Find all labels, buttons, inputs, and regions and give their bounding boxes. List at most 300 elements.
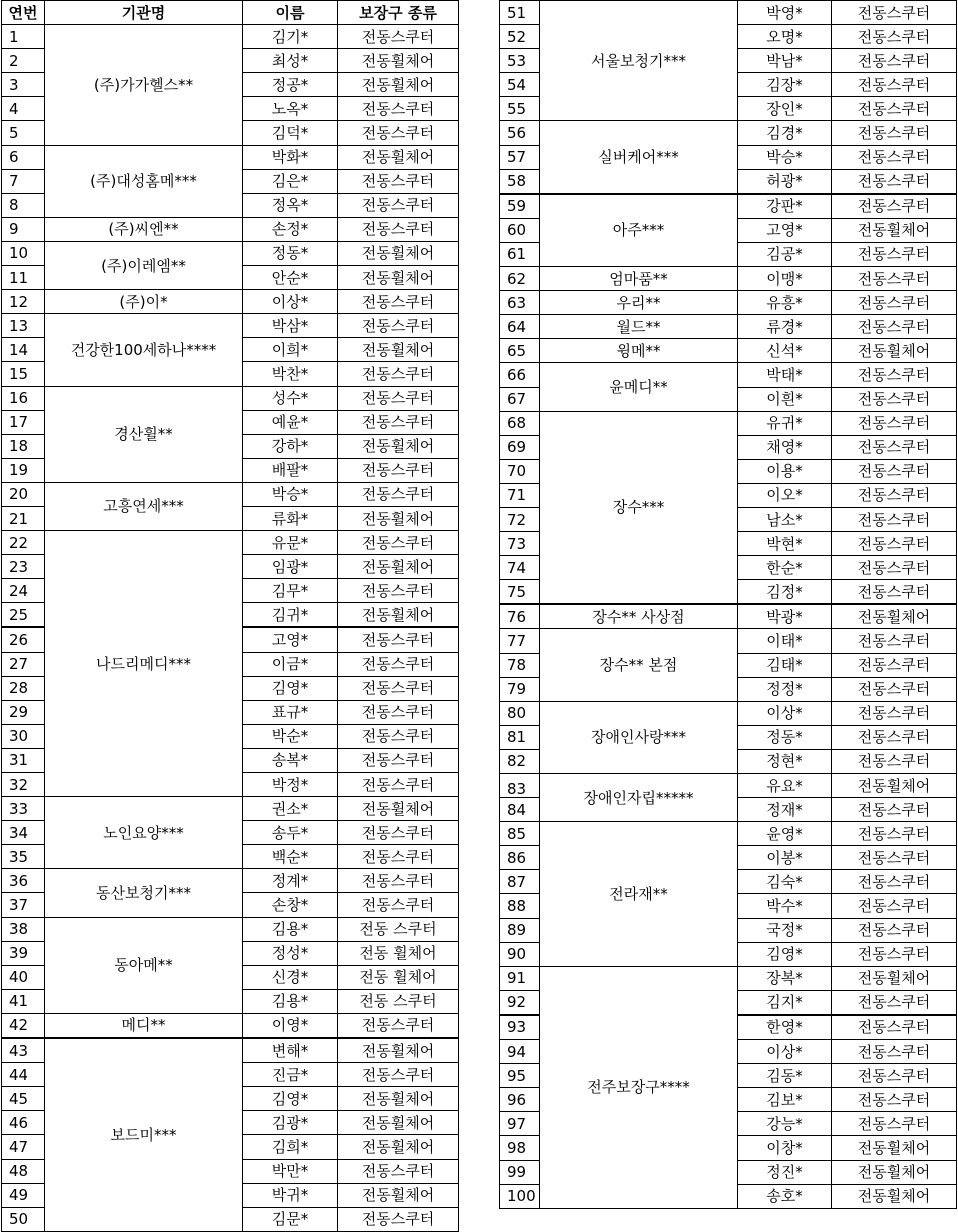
device-type: 전동스쿠터 bbox=[832, 507, 957, 531]
table-row bbox=[2, 25, 459, 49]
table-row bbox=[500, 1, 957, 25]
person-name: 박승* bbox=[738, 145, 832, 169]
device-type: 전동휠체어 bbox=[832, 966, 957, 990]
person-name: 표규* bbox=[243, 700, 338, 724]
device-type: 전동스쿠터 bbox=[338, 386, 459, 410]
row-number: 62 bbox=[500, 267, 540, 291]
agency-name: (주)씨엔** bbox=[45, 217, 243, 241]
device-type: 전동스쿠터 bbox=[338, 290, 459, 314]
agency-name: 고흥연세*** bbox=[45, 482, 243, 530]
row-number: 37 bbox=[2, 893, 45, 917]
device-type: 전동휠체어 bbox=[832, 604, 957, 629]
table-row bbox=[2, 531, 459, 555]
device-type: 전동휠체어 bbox=[338, 797, 459, 821]
person-name: 오명* bbox=[738, 25, 832, 49]
device-type: 전동스쿠터 bbox=[338, 1207, 459, 1231]
row-number: 63 bbox=[500, 291, 540, 315]
person-name: 손창* bbox=[243, 893, 338, 917]
device-type: 전동스쿠터 bbox=[832, 749, 957, 773]
row-number: 28 bbox=[2, 676, 45, 700]
person-name: 김영* bbox=[243, 1087, 338, 1111]
row-number: 39 bbox=[2, 941, 45, 965]
table-row bbox=[500, 267, 957, 291]
row-number: 36 bbox=[2, 869, 45, 893]
row-number: 19 bbox=[2, 458, 45, 482]
person-name: 이용* bbox=[738, 459, 832, 483]
person-name: 이오* bbox=[738, 483, 832, 507]
person-name: 박만* bbox=[243, 1159, 338, 1183]
person-name: 국정* bbox=[738, 918, 832, 942]
person-name: 김영* bbox=[738, 942, 832, 966]
row-number: 21 bbox=[2, 506, 45, 530]
device-type: 전동 휠체어 bbox=[338, 941, 459, 965]
device-type: 전동스쿠터 bbox=[832, 267, 957, 291]
table-row bbox=[2, 290, 459, 314]
table-row bbox=[500, 194, 957, 219]
device-type: 전동스쿠터 bbox=[338, 579, 459, 603]
device-type: 전동스쿠터 bbox=[832, 870, 957, 894]
device-type: 전동스쿠터 bbox=[832, 483, 957, 507]
device-type: 전동휠체어 bbox=[338, 1111, 459, 1135]
device-type: 전동스쿠터 bbox=[832, 725, 957, 749]
agency-name: (주)대성홈메*** bbox=[45, 145, 243, 217]
person-name: 성수* bbox=[243, 386, 338, 410]
person-name: 송호* bbox=[738, 1184, 832, 1208]
row-number: 57 bbox=[500, 145, 540, 169]
row-number: 67 bbox=[500, 387, 540, 411]
person-name: 송복* bbox=[243, 748, 338, 772]
row-number: 18 bbox=[2, 434, 45, 458]
table-row bbox=[500, 339, 957, 363]
device-type: 전동스쿠터 bbox=[338, 773, 459, 797]
row-number: 60 bbox=[500, 218, 540, 242]
person-name: 김태* bbox=[738, 653, 832, 677]
row-number: 13 bbox=[2, 314, 45, 338]
device-type: 전동스쿠터 bbox=[338, 724, 459, 748]
device-type: 전동휠체어 bbox=[832, 774, 957, 798]
agency-name: 엄마품** bbox=[540, 267, 738, 291]
device-type: 전동스쿠터 bbox=[338, 1159, 459, 1183]
person-name: 이봉* bbox=[738, 846, 832, 870]
header-name: 이름 bbox=[243, 1, 338, 25]
row-number: 32 bbox=[2, 773, 45, 797]
agency-name: 월드** bbox=[540, 315, 738, 339]
row-number: 94 bbox=[500, 1040, 540, 1064]
device-type: 전동휠체어 bbox=[338, 1135, 459, 1159]
device-type: 전동휠체어 bbox=[338, 1038, 459, 1063]
device-type: 전동 휠체어 bbox=[338, 965, 459, 989]
person-name: 정계* bbox=[243, 869, 338, 893]
person-name: 고영* bbox=[243, 627, 338, 652]
row-number: 33 bbox=[2, 797, 45, 821]
person-name: 예윤* bbox=[243, 410, 338, 434]
device-type: 전동스쿠터 bbox=[832, 629, 957, 653]
device-type: 전동스쿠터 bbox=[832, 580, 957, 605]
row-number: 27 bbox=[2, 652, 45, 676]
person-name: 이금* bbox=[243, 652, 338, 676]
row-number: 83 bbox=[500, 774, 540, 798]
row-number: 54 bbox=[500, 73, 540, 97]
table-row bbox=[500, 774, 957, 798]
device-type: 전동스쿠터 bbox=[832, 798, 957, 822]
person-name: 김문* bbox=[243, 1207, 338, 1231]
agency-name: 노인요양*** bbox=[45, 797, 243, 869]
person-name: 박찬* bbox=[243, 362, 338, 386]
device-type: 전동휠체어 bbox=[338, 266, 459, 290]
row-number: 56 bbox=[500, 121, 540, 145]
row-number: 46 bbox=[2, 1111, 45, 1135]
person-name: 이영* bbox=[243, 1013, 338, 1038]
person-name: 김경* bbox=[738, 121, 832, 145]
person-name: 박영* bbox=[738, 1, 832, 25]
device-type: 전동스쿠터 bbox=[832, 677, 957, 701]
row-number: 10 bbox=[2, 241, 45, 265]
row-number: 65 bbox=[500, 339, 540, 363]
row-number: 92 bbox=[500, 990, 540, 1015]
row-number: 70 bbox=[500, 459, 540, 483]
row-number: 30 bbox=[2, 724, 45, 748]
device-type: 전동스쿠터 bbox=[338, 748, 459, 772]
device-type: 전동스쿠터 bbox=[338, 676, 459, 700]
device-type: 전동스쿠터 bbox=[832, 1015, 957, 1040]
row-number: 97 bbox=[500, 1112, 540, 1136]
person-name: 김영* bbox=[243, 676, 338, 700]
row-number: 6 bbox=[2, 145, 45, 169]
device-type: 전동스쿠터 bbox=[832, 846, 957, 870]
header-row bbox=[2, 1, 459, 25]
row-number: 8 bbox=[2, 193, 45, 217]
device-type: 전동스쿠터 bbox=[338, 652, 459, 676]
person-name: 이상* bbox=[243, 290, 338, 314]
table-row bbox=[500, 966, 957, 990]
person-name: 유문* bbox=[243, 531, 338, 555]
person-name: 박귀* bbox=[243, 1183, 338, 1207]
person-name: 김광* bbox=[243, 1111, 338, 1135]
row-number: 25 bbox=[2, 603, 45, 628]
device-type: 전동스쿠터 bbox=[832, 459, 957, 483]
person-name: 김기* bbox=[243, 25, 338, 49]
person-name: 변해* bbox=[243, 1038, 338, 1063]
row-number: 47 bbox=[2, 1135, 45, 1159]
row-number: 45 bbox=[2, 1087, 45, 1111]
device-type: 전동스쿠터 bbox=[832, 49, 957, 73]
row-number: 84 bbox=[500, 798, 540, 822]
row-number: 55 bbox=[500, 97, 540, 121]
row-number: 88 bbox=[500, 894, 540, 918]
table-row bbox=[500, 121, 957, 145]
row-number: 95 bbox=[500, 1064, 540, 1088]
device-type: 전동스쿠터 bbox=[832, 653, 957, 677]
table-row bbox=[2, 386, 459, 410]
header-device: 보장구 종류 bbox=[338, 1, 459, 25]
device-type: 전동휠체어 bbox=[338, 49, 459, 73]
person-name: 김동* bbox=[738, 1064, 832, 1088]
person-name: 박화* bbox=[243, 145, 338, 169]
device-type: 전동스쿠터 bbox=[832, 894, 957, 918]
person-name: 정옥* bbox=[243, 193, 338, 217]
row-number: 49 bbox=[2, 1183, 45, 1207]
row-number: 44 bbox=[2, 1063, 45, 1087]
table-row bbox=[2, 241, 459, 265]
table-row bbox=[2, 217, 459, 241]
row-number: 48 bbox=[2, 1159, 45, 1183]
person-name: 정동* bbox=[738, 725, 832, 749]
device-type: 전동스쿠터 bbox=[832, 822, 957, 846]
device-type: 전동휠체어 bbox=[338, 434, 459, 458]
row-number: 9 bbox=[2, 217, 45, 241]
device-type: 전동스쿠터 bbox=[338, 1063, 459, 1087]
row-number: 3 bbox=[2, 73, 45, 97]
person-name: 정정* bbox=[738, 677, 832, 701]
table-row bbox=[500, 411, 957, 435]
person-name: 노옥* bbox=[243, 97, 338, 121]
person-name: 백순* bbox=[243, 845, 338, 869]
agency-name: (주)이레엠** bbox=[45, 241, 243, 289]
person-name: 류경* bbox=[738, 315, 832, 339]
person-name: 이흰* bbox=[738, 387, 832, 411]
person-name: 김지* bbox=[738, 990, 832, 1015]
table-row bbox=[2, 145, 459, 169]
row-number: 87 bbox=[500, 870, 540, 894]
row-number: 77 bbox=[500, 629, 540, 653]
device-type: 전동스쿠터 bbox=[832, 121, 957, 145]
device-type: 전동휠체어 bbox=[832, 1136, 957, 1160]
agency-name: 경산휠** bbox=[45, 386, 243, 482]
row-number: 24 bbox=[2, 579, 45, 603]
row-number: 89 bbox=[500, 918, 540, 942]
row-number: 38 bbox=[2, 917, 45, 941]
person-name: 정성* bbox=[243, 941, 338, 965]
table-row bbox=[500, 291, 957, 315]
device-type: 전동스쿠터 bbox=[338, 458, 459, 482]
person-name: 김보* bbox=[738, 1088, 832, 1112]
person-name: 김귀* bbox=[243, 603, 338, 628]
agency-name: 보드미*** bbox=[45, 1038, 243, 1231]
row-number: 78 bbox=[500, 653, 540, 677]
device-type: 전동스쿠터 bbox=[338, 362, 459, 386]
row-number: 73 bbox=[500, 532, 540, 556]
person-name: 신석* bbox=[738, 339, 832, 363]
row-number: 42 bbox=[2, 1013, 45, 1038]
person-name: 정현* bbox=[738, 749, 832, 773]
person-name: 한순* bbox=[738, 556, 832, 580]
device-type: 전동스쿠터 bbox=[832, 1, 957, 25]
table-row bbox=[2, 917, 459, 941]
row-number: 86 bbox=[500, 846, 540, 870]
person-name: 박승* bbox=[243, 482, 338, 506]
row-number: 79 bbox=[500, 677, 540, 701]
device-type: 전동스쿠터 bbox=[338, 482, 459, 506]
row-number: 64 bbox=[500, 315, 540, 339]
device-type: 전동스쿠터 bbox=[338, 700, 459, 724]
person-name: 강능* bbox=[738, 1112, 832, 1136]
agency-name: 윙메** bbox=[540, 339, 738, 363]
device-type: 전동스쿠터 bbox=[338, 869, 459, 893]
person-name: 이희* bbox=[243, 338, 338, 362]
person-name: 장인* bbox=[738, 97, 832, 121]
device-type: 전동스쿠터 bbox=[832, 25, 957, 49]
device-type: 전동스쿠터 bbox=[832, 1064, 957, 1088]
row-number: 98 bbox=[500, 1136, 540, 1160]
device-type: 전동스쿠터 bbox=[832, 532, 957, 556]
agency-name: 장애인사랑*** bbox=[540, 701, 738, 773]
agency-name: 나드리메디*** bbox=[45, 531, 243, 797]
device-type: 전동휠체어 bbox=[832, 339, 957, 363]
device-type: 전동휠체어 bbox=[338, 145, 459, 169]
header-agency: 기관명 bbox=[45, 1, 243, 25]
agency-name: 동산보청기*** bbox=[45, 869, 243, 917]
device-type: 전동스쿠터 bbox=[832, 435, 957, 459]
person-name: 진금* bbox=[243, 1063, 338, 1087]
row-number: 100 bbox=[500, 1184, 540, 1208]
agency-name: 장수*** bbox=[540, 411, 738, 604]
person-name: 이창* bbox=[738, 1136, 832, 1160]
table-row bbox=[500, 822, 957, 846]
device-type: 전동스쿠터 bbox=[832, 701, 957, 725]
row-number: 76 bbox=[500, 604, 540, 629]
agency-name: 전주보장구**** bbox=[540, 966, 738, 1208]
table-row bbox=[2, 797, 459, 821]
device-type: 전동스쿠터 bbox=[338, 821, 459, 845]
agency-name: 우리** bbox=[540, 291, 738, 315]
device-type: 전동스쿠터 bbox=[338, 627, 459, 652]
person-name: 임광* bbox=[243, 555, 338, 579]
row-number: 40 bbox=[2, 965, 45, 989]
device-type: 전동스쿠터 bbox=[832, 194, 957, 219]
person-name: 최성* bbox=[243, 49, 338, 73]
agency-name: 실버케어*** bbox=[540, 121, 738, 194]
person-name: 박현* bbox=[738, 532, 832, 556]
device-type: 전동스쿠터 bbox=[338, 531, 459, 555]
device-type: 전동휠체어 bbox=[338, 1183, 459, 1207]
row-number: 85 bbox=[500, 822, 540, 846]
person-name: 강하* bbox=[243, 434, 338, 458]
row-number: 15 bbox=[2, 362, 45, 386]
agency-name: (주)이* bbox=[45, 290, 243, 314]
person-name: 안순* bbox=[243, 266, 338, 290]
header-no: 연번 bbox=[2, 1, 45, 25]
row-number: 90 bbox=[500, 942, 540, 966]
device-type: 전동스쿠터 bbox=[832, 411, 957, 435]
person-name: 송두* bbox=[243, 821, 338, 845]
device-type: 전동스쿠터 bbox=[832, 242, 957, 266]
person-name: 정동* bbox=[243, 241, 338, 265]
device-type: 전동스쿠터 bbox=[338, 1013, 459, 1038]
row-number: 59 bbox=[500, 194, 540, 219]
row-number: 50 bbox=[2, 1207, 45, 1231]
person-name: 이상* bbox=[738, 1040, 832, 1064]
row-number: 4 bbox=[2, 97, 45, 121]
person-name: 김용* bbox=[243, 917, 338, 941]
person-name: 정진* bbox=[738, 1160, 832, 1184]
row-number: 96 bbox=[500, 1088, 540, 1112]
table-row bbox=[2, 314, 459, 338]
device-type: 전동 스쿠터 bbox=[338, 917, 459, 941]
row-number: 41 bbox=[2, 989, 45, 1013]
person-name: 박태* bbox=[738, 363, 832, 387]
row-number: 91 bbox=[500, 966, 540, 990]
row-number: 35 bbox=[2, 845, 45, 869]
row-number: 17 bbox=[2, 410, 45, 434]
device-type: 전동휠체어 bbox=[338, 506, 459, 530]
device-type: 전동휠체어 bbox=[832, 1184, 957, 1208]
device-type: 전동스쿠터 bbox=[338, 217, 459, 241]
agency-name: 장수** 사상점 bbox=[540, 604, 738, 629]
person-name: 채영* bbox=[738, 435, 832, 459]
device-type: 전동스쿠터 bbox=[832, 315, 957, 339]
table-row bbox=[2, 482, 459, 506]
person-name: 김숙* bbox=[738, 870, 832, 894]
agency-name: 서울보청기*** bbox=[540, 1, 738, 121]
agency-name: 전라재** bbox=[540, 822, 738, 967]
person-name: 박순* bbox=[243, 724, 338, 748]
device-type: 전동스쿠터 bbox=[338, 193, 459, 217]
person-name: 김덕* bbox=[243, 121, 338, 145]
person-name: 박수* bbox=[738, 894, 832, 918]
device-type: 전동휠체어 bbox=[338, 338, 459, 362]
person-name: 유흥* bbox=[738, 291, 832, 315]
row-number: 23 bbox=[2, 555, 45, 579]
row-number: 71 bbox=[500, 483, 540, 507]
agency-name: 메디** bbox=[45, 1013, 243, 1038]
row-number: 5 bbox=[2, 121, 45, 145]
row-number: 2 bbox=[2, 49, 45, 73]
person-name: 류화* bbox=[243, 506, 338, 530]
device-type: 전동 스쿠터 bbox=[338, 989, 459, 1013]
table-row bbox=[500, 604, 957, 629]
person-name: 박삼* bbox=[243, 314, 338, 338]
row-number: 20 bbox=[2, 482, 45, 506]
person-name: 허광* bbox=[738, 169, 832, 194]
row-number: 74 bbox=[500, 556, 540, 580]
row-number: 58 bbox=[500, 169, 540, 194]
device-type: 전동스쿠터 bbox=[832, 1040, 957, 1064]
agency-name: 동아메** bbox=[45, 917, 243, 1013]
row-number: 26 bbox=[2, 627, 45, 652]
person-name: 김용* bbox=[243, 989, 338, 1013]
table-row bbox=[2, 1038, 459, 1063]
row-number: 22 bbox=[2, 531, 45, 555]
person-name: 손정* bbox=[243, 217, 338, 241]
row-number: 68 bbox=[500, 411, 540, 435]
row-number: 14 bbox=[2, 338, 45, 362]
device-type: 전동스쿠터 bbox=[832, 291, 957, 315]
device-type: 전동스쿠터 bbox=[338, 169, 459, 193]
device-table-right bbox=[499, 0, 957, 1209]
row-number: 29 bbox=[2, 700, 45, 724]
person-name: 김은* bbox=[243, 169, 338, 193]
table-row bbox=[500, 629, 957, 653]
device-type: 전동스쿠터 bbox=[338, 893, 459, 917]
table-row bbox=[2, 1013, 459, 1038]
person-name: 신경* bbox=[243, 965, 338, 989]
person-name: 이상* bbox=[738, 701, 832, 725]
device-type: 전동스쿠터 bbox=[832, 73, 957, 97]
row-number: 82 bbox=[500, 749, 540, 773]
person-name: 유요* bbox=[738, 774, 832, 798]
person-name: 김공* bbox=[738, 242, 832, 266]
device-type: 전동스쿠터 bbox=[832, 145, 957, 169]
row-number: 53 bbox=[500, 49, 540, 73]
device-type: 전동스쿠터 bbox=[832, 363, 957, 387]
row-number: 93 bbox=[500, 1015, 540, 1040]
person-name: 정공* bbox=[243, 73, 338, 97]
row-number: 11 bbox=[2, 266, 45, 290]
person-name: 권소* bbox=[243, 797, 338, 821]
row-number: 31 bbox=[2, 748, 45, 772]
agency-name: 윤메디** bbox=[540, 363, 738, 411]
device-type: 전동스쿠터 bbox=[832, 1088, 957, 1112]
